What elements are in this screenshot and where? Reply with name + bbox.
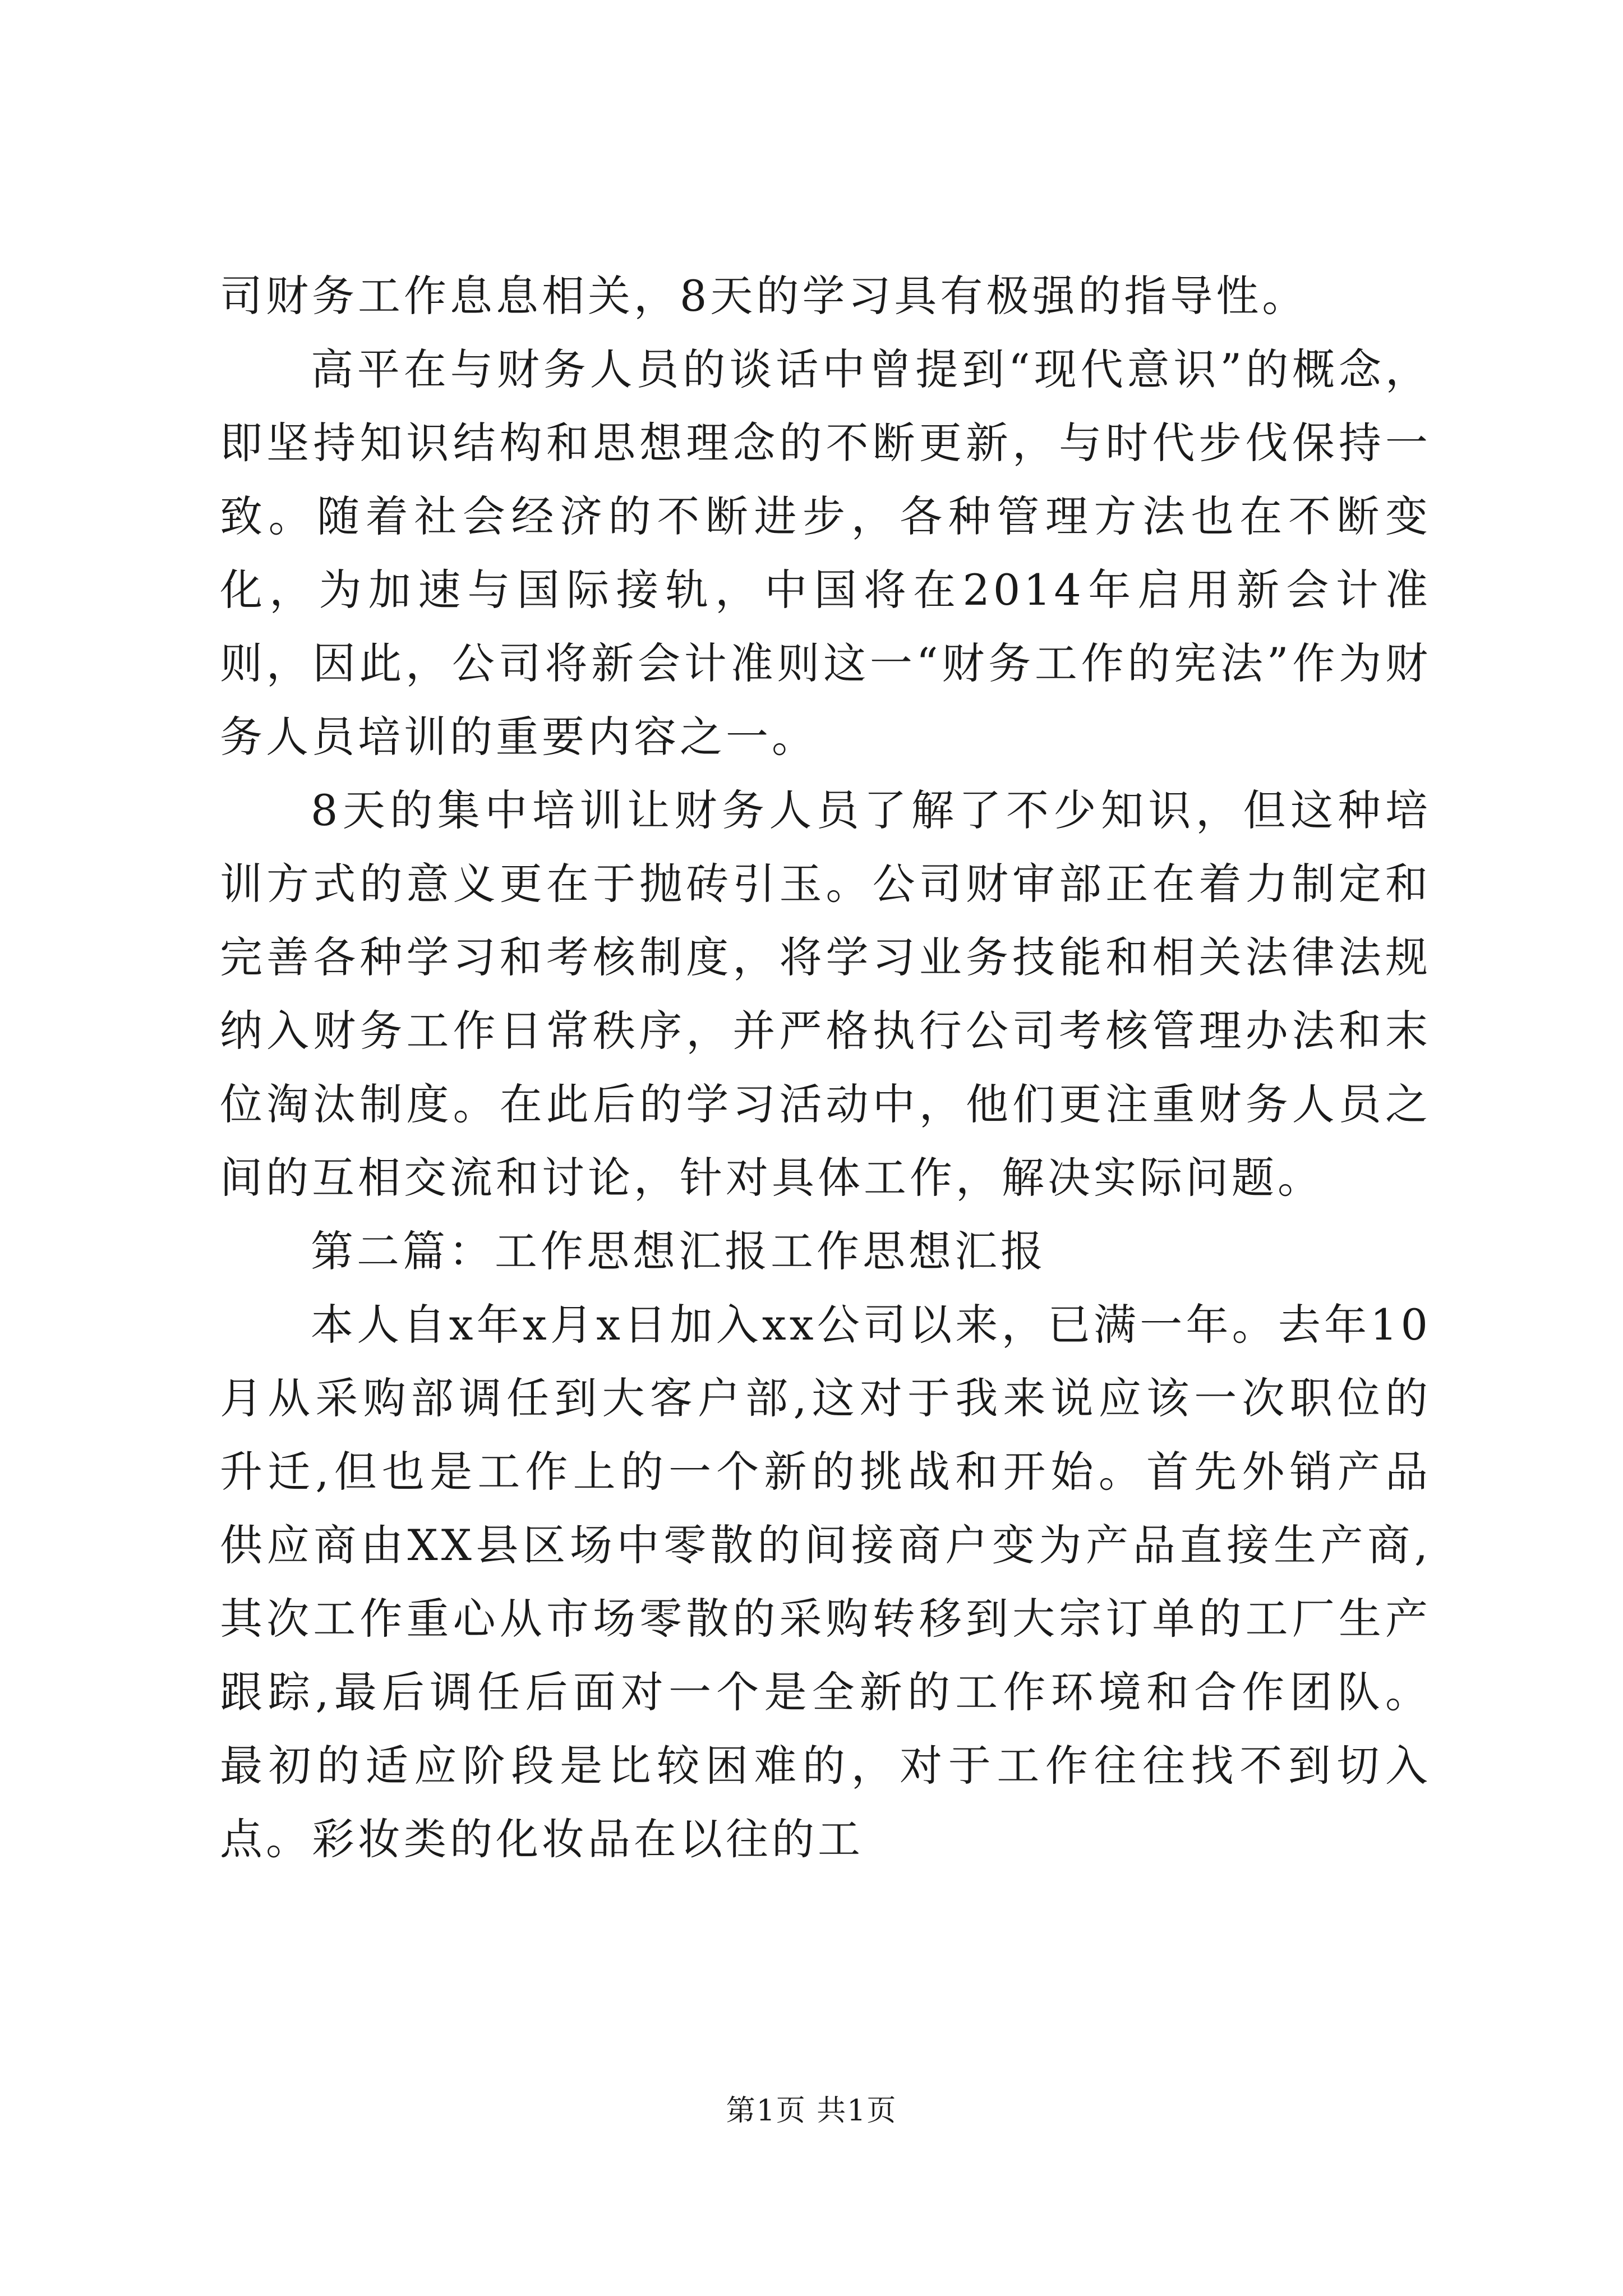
page-footer: 第1页 共1页 bbox=[726, 2094, 897, 2128]
paragraph-3: 8天的集中培训让财务人员了解了不少知识，但这种培训方式的意义更在于抛砖引玉。公司财审部正在着力制定和完善各种学习和考核制度，将学习业务技能和相关法律法规纳入财务工作日常秩序，并严格执行公司考核管理办法和末位淘汰制度。在此后的学习活动中，他们更注重财务人员之间的互相交流和讨论，针对具体工作，解决实际问题。 bbox=[220, 785, 1431, 1203]
section-heading: 第二篇：工作思想汇报工作思想汇报 bbox=[311, 1226, 1046, 1276]
paragraph-2: 高平在与财务人员的谈话中曾提到“现代意识”的概念，即坚持知识结构和思想理念的不断更新，与时代步伐保持一致。随着社会经济的不断进步，各种管理方法也在不断变化，为加速与国际接轨，中国将在2014年启用新会计准则，因此，公司将新会计准则这一“财务工作的宪法”作为财务人员培训的重要内容之一。 bbox=[220, 344, 1431, 762]
paragraph-1: 司财务工作息息相关，8天的学习具有极强的指导性。 bbox=[220, 271, 1308, 321]
document-body bbox=[220, 259, 1431, 1876]
paragraph-4: 本人自x年x月x日加入xx公司以来，已满一年。去年10月从采购部调任到大客户部,这对于我来说应该一次职位的升迁,但也是工作上的一个新的挑战和开始。首先外销产品供应商由XX县区场中零散的间接商户变为产品直接生产商,其次工作重心从市场零散的采购转移到大宗订单的工厂生产跟踪,最后调任后面对一个是全新的工作环境和合作团队。最初的适应阶段是比较困难的，对于工作往往找不到切入点。彩妆类的化妆品在以往的工 bbox=[220, 1300, 1431, 1864]
